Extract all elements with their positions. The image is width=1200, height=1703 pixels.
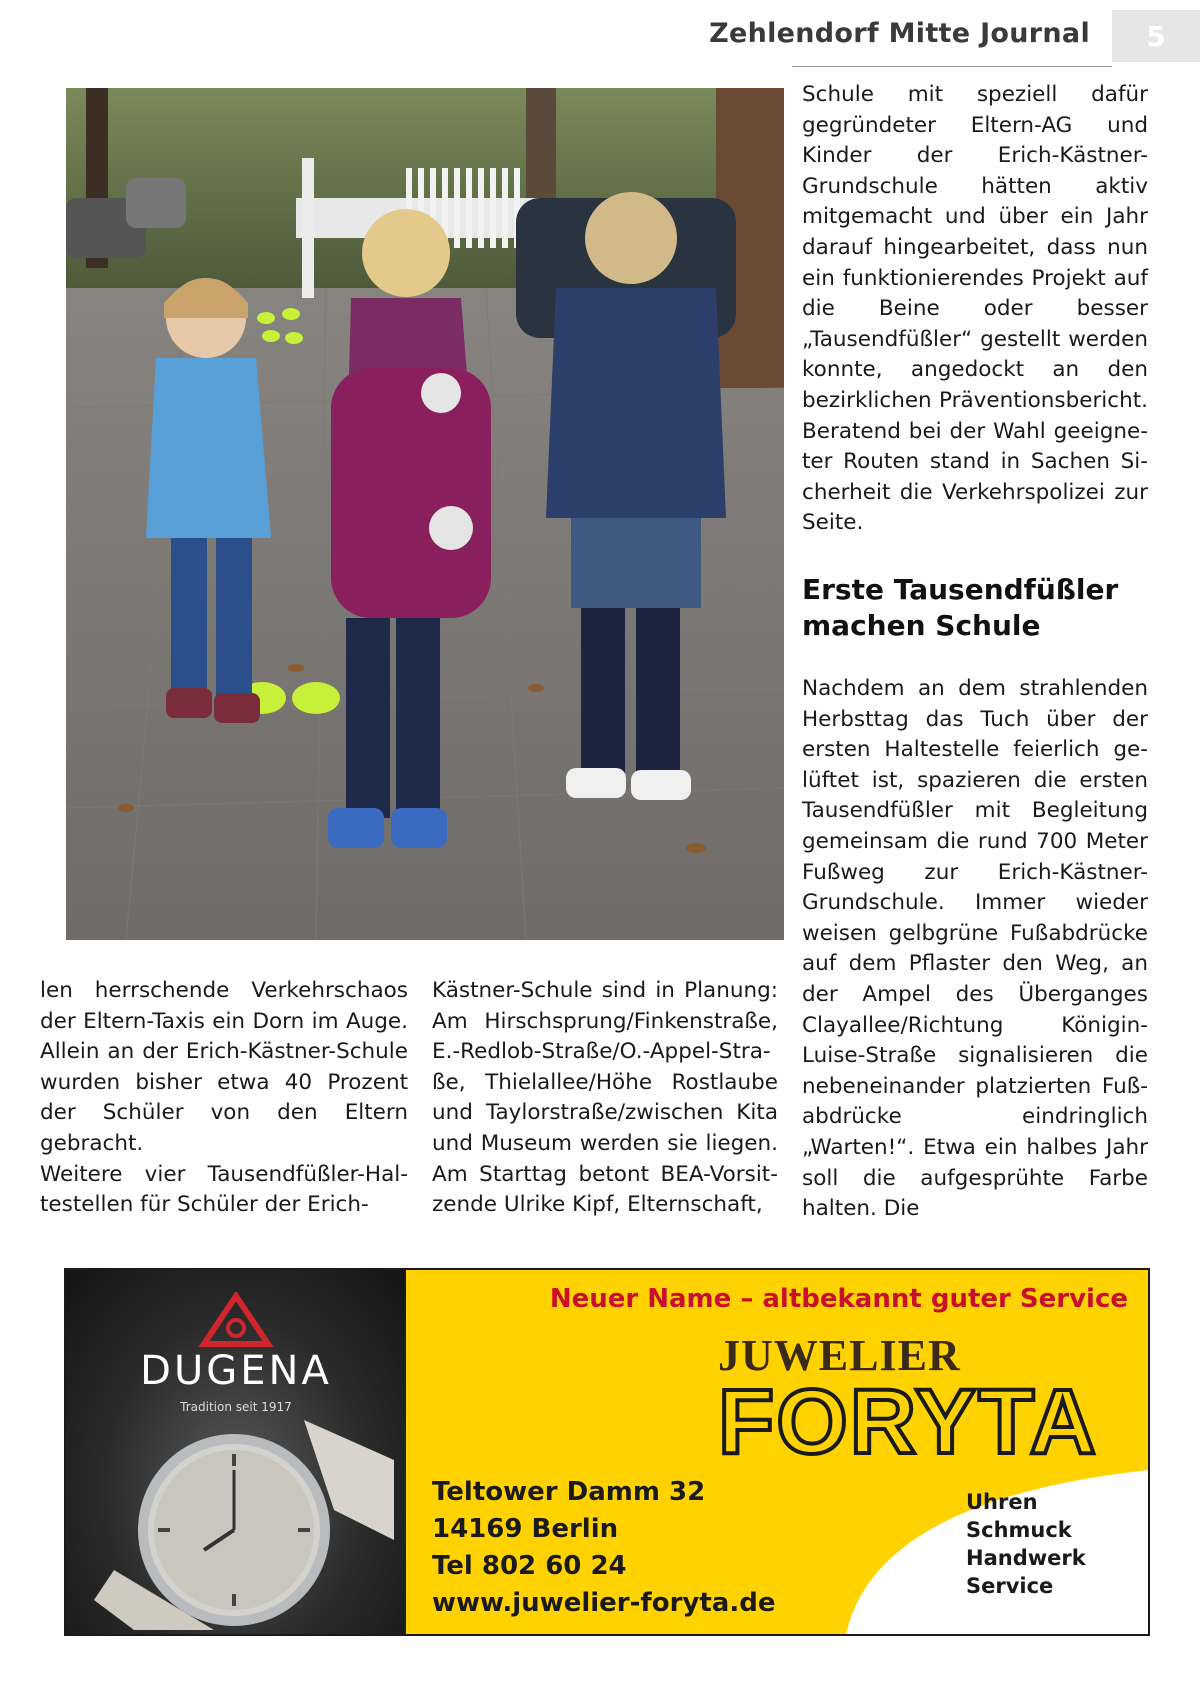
article-paragraph: Nachdem an dem strahlenden Herbsttag das Tuch über der ersten Haltestelle feierlich gelüftet ist, spazieren die ersten Tausendfüßler mit Begleitung gemeinsam die rund 700 Meter Fußweg zur Erich-Kästner-Grundschule. Immer wieder weisen gelbgrüne Fußabdrücke auf dem Pflaster den Weg, an der Ampel des Überganges Clayallee/Richtung Königin-Luise-Straße signalisieren die nebeneinander platzierten Fußabdrücke eindringlich „Warten!“. Etwa ein halbes Jahr soll die aufgesprühte Farbe halten. Die: [802, 676, 1148, 1222]
article-column-left: [40, 976, 408, 1221]
service-item: Service: [966, 1574, 1054, 1598]
jeweler-advertisement: [64, 1268, 1150, 1636]
header-divider: [792, 66, 1112, 67]
dugena-watch-panel: [66, 1270, 406, 1634]
wristwatch-icon: [94, 1420, 394, 1630]
foryta-panel: [406, 1270, 1148, 1634]
children-on-sidewalk-photo: [66, 88, 784, 940]
article-paragraph: Kästner-Schule sind in Planung: Am Hirschsprung/Finkenstraße, E.-Redlob-Straße/O.-Appel-Straße, Thielallee/Höhe Rostlaube und Taylorstraße/zwischen Kita und Museum werden sie liegen. Am Starttag betont BEA-Vorsitzende Ulrike Kipf, Elternschaft,: [432, 978, 778, 1218]
article-paragraph: Schule mit speziell dafür gegründeter Eltern-AG und Kinder der Erich-Kästner-Grundschule hätten aktiv mitgemacht und über ein Jahr darauf hingearbeitet, dass nun ein funktionierendes Projekt auf die Beine oder besser „Tausendfüßler“ gestellt werden konnte, angedockt an den bezirklichen Präventionsbericht. Beratend bei der Wahl geeigneter Routen stand in Sachen Sicherheit die Verkehrspolizei zur Seite.: [802, 82, 1148, 536]
article-photo: [66, 88, 784, 940]
article-column-right-bottom: [802, 674, 1148, 1225]
address-website: www.juwelier-foryta.de: [432, 1588, 776, 1618]
ad-slogan: Neuer Name – altbekannt guter Service: [549, 1284, 1128, 1314]
address-street: Teltower Damm 32: [432, 1477, 706, 1507]
juwelier-wordmark: JUWELIER: [718, 1331, 961, 1380]
article-column-right-top: [802, 80, 1148, 539]
page-number: 5: [1112, 10, 1200, 62]
dugena-tagline: Tradition seit 1917: [180, 1400, 292, 1414]
ad-address: [432, 1474, 775, 1622]
dugena-logo-icon: [198, 1292, 274, 1348]
dugena-brand: DUGENA: [140, 1348, 332, 1394]
article-paragraph: Weitere vier Tausendfüßler-Haltestellen für Schüler der Erich-: [40, 1161, 408, 1218]
service-item: Schmuck: [966, 1518, 1072, 1542]
ad-services-list: [966, 1488, 1086, 1600]
article-subheading: Erste Tausendfüßler machen Schule: [802, 573, 1119, 642]
journal-title: Zehlendorf Mitte Journal: [709, 18, 1090, 49]
article-column-middle: [432, 976, 778, 1221]
address-city: 14169 Berlin: [432, 1514, 619, 1544]
article-paragraph: len herrschende Verkehrschaos der Eltern-Taxis ein Dorn im Auge. Allein an der Erich-Kästner-Schule wurden bisher etwa 40 Prozent der Schüler von den Eltern gebracht.: [40, 978, 408, 1156]
address-phone: Tel 802 60 24: [432, 1551, 627, 1581]
service-item: Uhren: [966, 1490, 1038, 1514]
service-item: Handwerk: [966, 1546, 1086, 1570]
foryta-wordmark: FORYTA: [718, 1371, 1098, 1473]
